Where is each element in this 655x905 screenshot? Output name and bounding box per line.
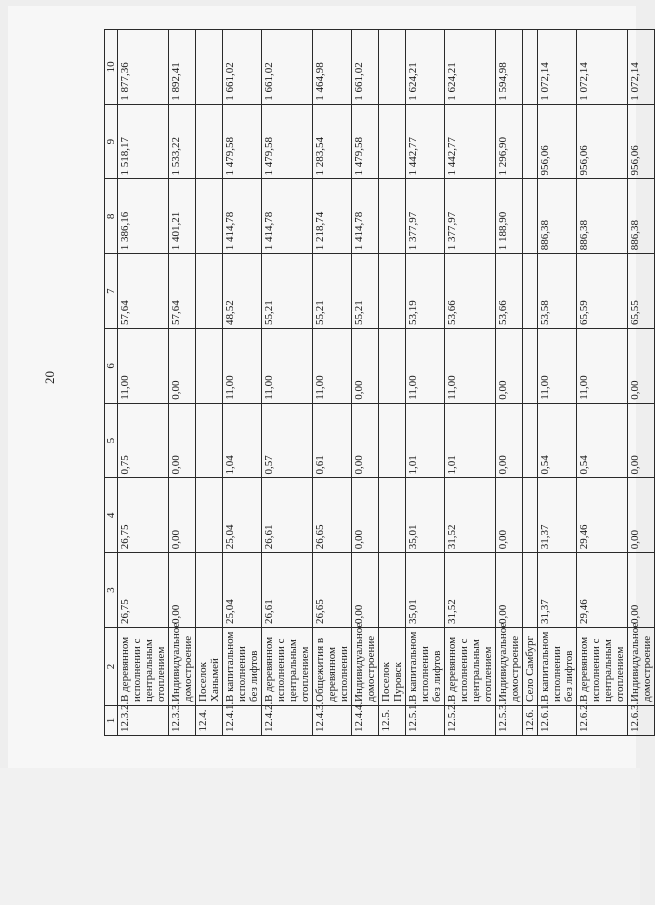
row-number-cell: 12.3.2. [118,706,169,736]
row-number-cell: 12.5.3. [496,706,523,736]
value-cell: 1 624,21 [445,30,496,105]
value-cell: 1 518,17 [118,104,169,179]
value-cell: 886,38 [628,179,655,254]
row-number-cell: 12.4.4. [352,706,379,736]
value-cell: 1,04 [223,403,262,478]
row-number-cell: 12.6. [523,706,538,736]
value-cell: 53,19 [406,254,445,329]
value-cell [196,553,223,628]
value-cell: 1 661,02 [352,30,379,105]
value-cell: 1 442,77 [445,104,496,179]
value-cell: 31,37 [538,553,577,628]
section-row [196,30,223,736]
value-cell: 1 661,02 [262,30,313,105]
value-cell: 1 072,14 [628,30,655,105]
value-cell [523,478,538,553]
value-cell [379,30,406,105]
section-title-cell: Поселок Ханымей [196,628,223,706]
value-cell: 55,21 [313,254,352,329]
value-cell: 1 624,21 [406,30,445,105]
value-cell [523,179,538,254]
header-cell: 10 [105,30,118,105]
value-cell [379,104,406,179]
value-cell: 11,00 [313,329,352,404]
table-row [118,30,169,736]
value-cell: 1 401,21 [169,179,196,254]
value-cell: 0,00 [352,478,379,553]
value-cell: 11,00 [577,329,628,404]
value-cell: 11,00 [262,329,313,404]
section-title-cell: Поселок Пуровск [379,628,406,706]
value-cell: 0,00 [169,403,196,478]
value-cell: 0,75 [118,403,169,478]
value-cell: 35,01 [406,478,445,553]
value-cell [196,254,223,329]
header-cell: 8 [105,179,118,254]
value-cell: 1,01 [445,403,496,478]
value-cell: 1 661,02 [223,30,262,105]
value-cell: 26,75 [118,478,169,553]
value-cell [379,403,406,478]
value-cell [379,179,406,254]
value-cell: 0,00 [628,478,655,553]
value-cell [523,553,538,628]
value-cell: 0,00 [352,329,379,404]
table-header-row [105,30,118,736]
value-cell: 1 479,58 [223,104,262,179]
housing-type-cell: Индивидуальное домостроение [169,628,196,706]
value-cell: 1 464,98 [313,30,352,105]
value-cell: 26,65 [313,478,352,553]
header-cell: 7 [105,254,118,329]
housing-type-cell: В капитальном исполнении без лифтов [406,628,445,706]
table-row [577,30,628,736]
value-cell [196,30,223,105]
value-cell: 31,37 [538,478,577,553]
value-cell [379,329,406,404]
table-row [445,30,496,736]
value-cell [379,254,406,329]
value-cell: 1 594,98 [496,30,523,105]
value-cell: 1 892,41 [169,30,196,105]
value-cell: 0,54 [577,403,628,478]
value-cell: 11,00 [223,329,262,404]
section-title-cell: Село Самбург [523,628,538,706]
page-number: 20 [42,371,57,384]
row-number-cell: 12.5.2. [445,706,496,736]
value-cell: 11,00 [445,329,496,404]
row-number-cell: 12.4. [196,706,223,736]
table-row [169,30,196,736]
value-cell: 29,46 [577,478,628,553]
value-cell [196,179,223,254]
value-cell: 0,00 [496,403,523,478]
value-cell: 0,61 [313,403,352,478]
value-cell: 31,52 [445,553,496,628]
value-cell: 29,46 [577,553,628,628]
value-cell: 1 377,97 [406,179,445,254]
value-cell: 0,00 [496,329,523,404]
value-cell: 1 414,78 [262,179,313,254]
housing-type-cell: В деревянном исполнении с центральным отоплением [118,628,169,706]
value-cell: 1 296,90 [496,104,523,179]
housing-type-cell: Индивидуальное домостроение [628,628,655,706]
value-cell: 53,66 [445,254,496,329]
housing-type-cell: Общежития в деревянном исполнении [313,628,352,706]
table-row [223,30,262,736]
value-cell: 0,54 [538,403,577,478]
row-number-cell: 12.4.3. [313,706,352,736]
value-cell: 11,00 [538,329,577,404]
value-cell: 26,75 [118,553,169,628]
header-cell: 9 [105,104,118,179]
value-cell [523,30,538,105]
value-cell: 25,04 [223,478,262,553]
value-cell: 0,57 [262,403,313,478]
value-cell: 1 479,58 [262,104,313,179]
value-cell: 0,00 [628,553,655,628]
scan-background [0,768,640,905]
table-row [538,30,577,736]
value-cell: 65,55 [628,254,655,329]
header-cell: 4 [105,478,118,553]
section-row [523,30,538,736]
housing-type-cell: В деревянном исполнении с центральным отоплением [577,628,628,706]
value-cell: 1 283,54 [313,104,352,179]
value-cell: 53,58 [538,254,577,329]
value-cell [523,329,538,404]
row-number-cell: 12.4.2. [262,706,313,736]
value-cell: 25,04 [223,553,262,628]
housing-type-cell: Индивидуальное домостроение [352,628,379,706]
value-cell [379,553,406,628]
value-cell: 65,59 [577,254,628,329]
value-cell: 1 072,14 [577,30,628,105]
housing-type-cell: В капитальном исполнении без лифтов [538,628,577,706]
value-cell: 1 377,97 [445,179,496,254]
table-row [496,30,523,736]
value-cell [196,403,223,478]
value-cell: 0,00 [496,478,523,553]
value-cell: 57,64 [118,254,169,329]
table-row [628,30,655,736]
value-cell: 956,06 [628,104,655,179]
value-cell: 11,00 [118,329,169,404]
tariff-table [104,29,655,736]
row-number-cell: 12.3.3. [169,706,196,736]
value-cell: 26,61 [262,478,313,553]
housing-type-cell: В деревянном исполнении с центральным отоплением [445,628,496,706]
value-cell [196,478,223,553]
value-cell: 1 414,78 [223,179,262,254]
value-cell: 1 877,36 [118,30,169,105]
value-cell: 0,00 [169,553,196,628]
value-cell: 0,00 [352,403,379,478]
value-cell: 35,01 [406,553,445,628]
value-cell: 55,21 [352,254,379,329]
header-cell: 6 [105,329,118,404]
row-number-cell: 12.4.1. [223,706,262,736]
value-cell [523,403,538,478]
value-cell: 956,06 [577,104,628,179]
table-row [262,30,313,736]
table-row [352,30,379,736]
value-cell: 26,61 [262,553,313,628]
document-page [8,6,653,768]
value-cell: 956,06 [538,104,577,179]
value-cell: 57,64 [169,254,196,329]
value-cell [523,104,538,179]
value-cell: 886,38 [577,179,628,254]
value-cell: 11,00 [406,329,445,404]
housing-type-cell: В деревянном исполнении с центральным отоплением [262,628,313,706]
value-cell: 1,01 [406,403,445,478]
value-cell: 48,52 [223,254,262,329]
row-number-cell: 12.6.3. [628,706,655,736]
value-cell: 1 218,74 [313,179,352,254]
rotated-table-container [104,30,653,736]
value-cell: 0,00 [352,553,379,628]
value-cell: 0,00 [169,329,196,404]
value-cell: 53,66 [496,254,523,329]
value-cell: 1 414,78 [352,179,379,254]
value-cell: 1 386,16 [118,179,169,254]
housing-type-cell: Индивидуальное домостроение [496,628,523,706]
value-cell [379,478,406,553]
value-cell [196,329,223,404]
value-cell: 31,52 [445,478,496,553]
row-number-cell: 12.5. [379,706,406,736]
header-cell: 2 [105,628,118,706]
row-number-cell: 12.6.1. [538,706,577,736]
row-number-cell: 12.5.1. [406,706,445,736]
header-cell: 1 [105,706,118,736]
housing-type-cell: В капитальном исполнении без лифтов [223,628,262,706]
section-row [379,30,406,736]
value-cell [523,254,538,329]
table-row [406,30,445,736]
row-number-cell: 12.6.2. [577,706,628,736]
value-cell: 0,00 [496,553,523,628]
value-cell: 55,21 [262,254,313,329]
value-cell [196,104,223,179]
value-cell: 1 188,90 [496,179,523,254]
header-cell: 5 [105,403,118,478]
value-cell: 0,00 [628,329,655,404]
header-cell: 3 [105,553,118,628]
value-cell: 0,00 [628,403,655,478]
value-cell: 886,38 [538,179,577,254]
value-cell: 1 072,14 [538,30,577,105]
value-cell: 1 442,77 [406,104,445,179]
value-cell: 0,00 [169,478,196,553]
value-cell: 26,65 [313,553,352,628]
table-row [313,30,352,736]
value-cell: 1 479,58 [352,104,379,179]
value-cell: 1 533,22 [169,104,196,179]
